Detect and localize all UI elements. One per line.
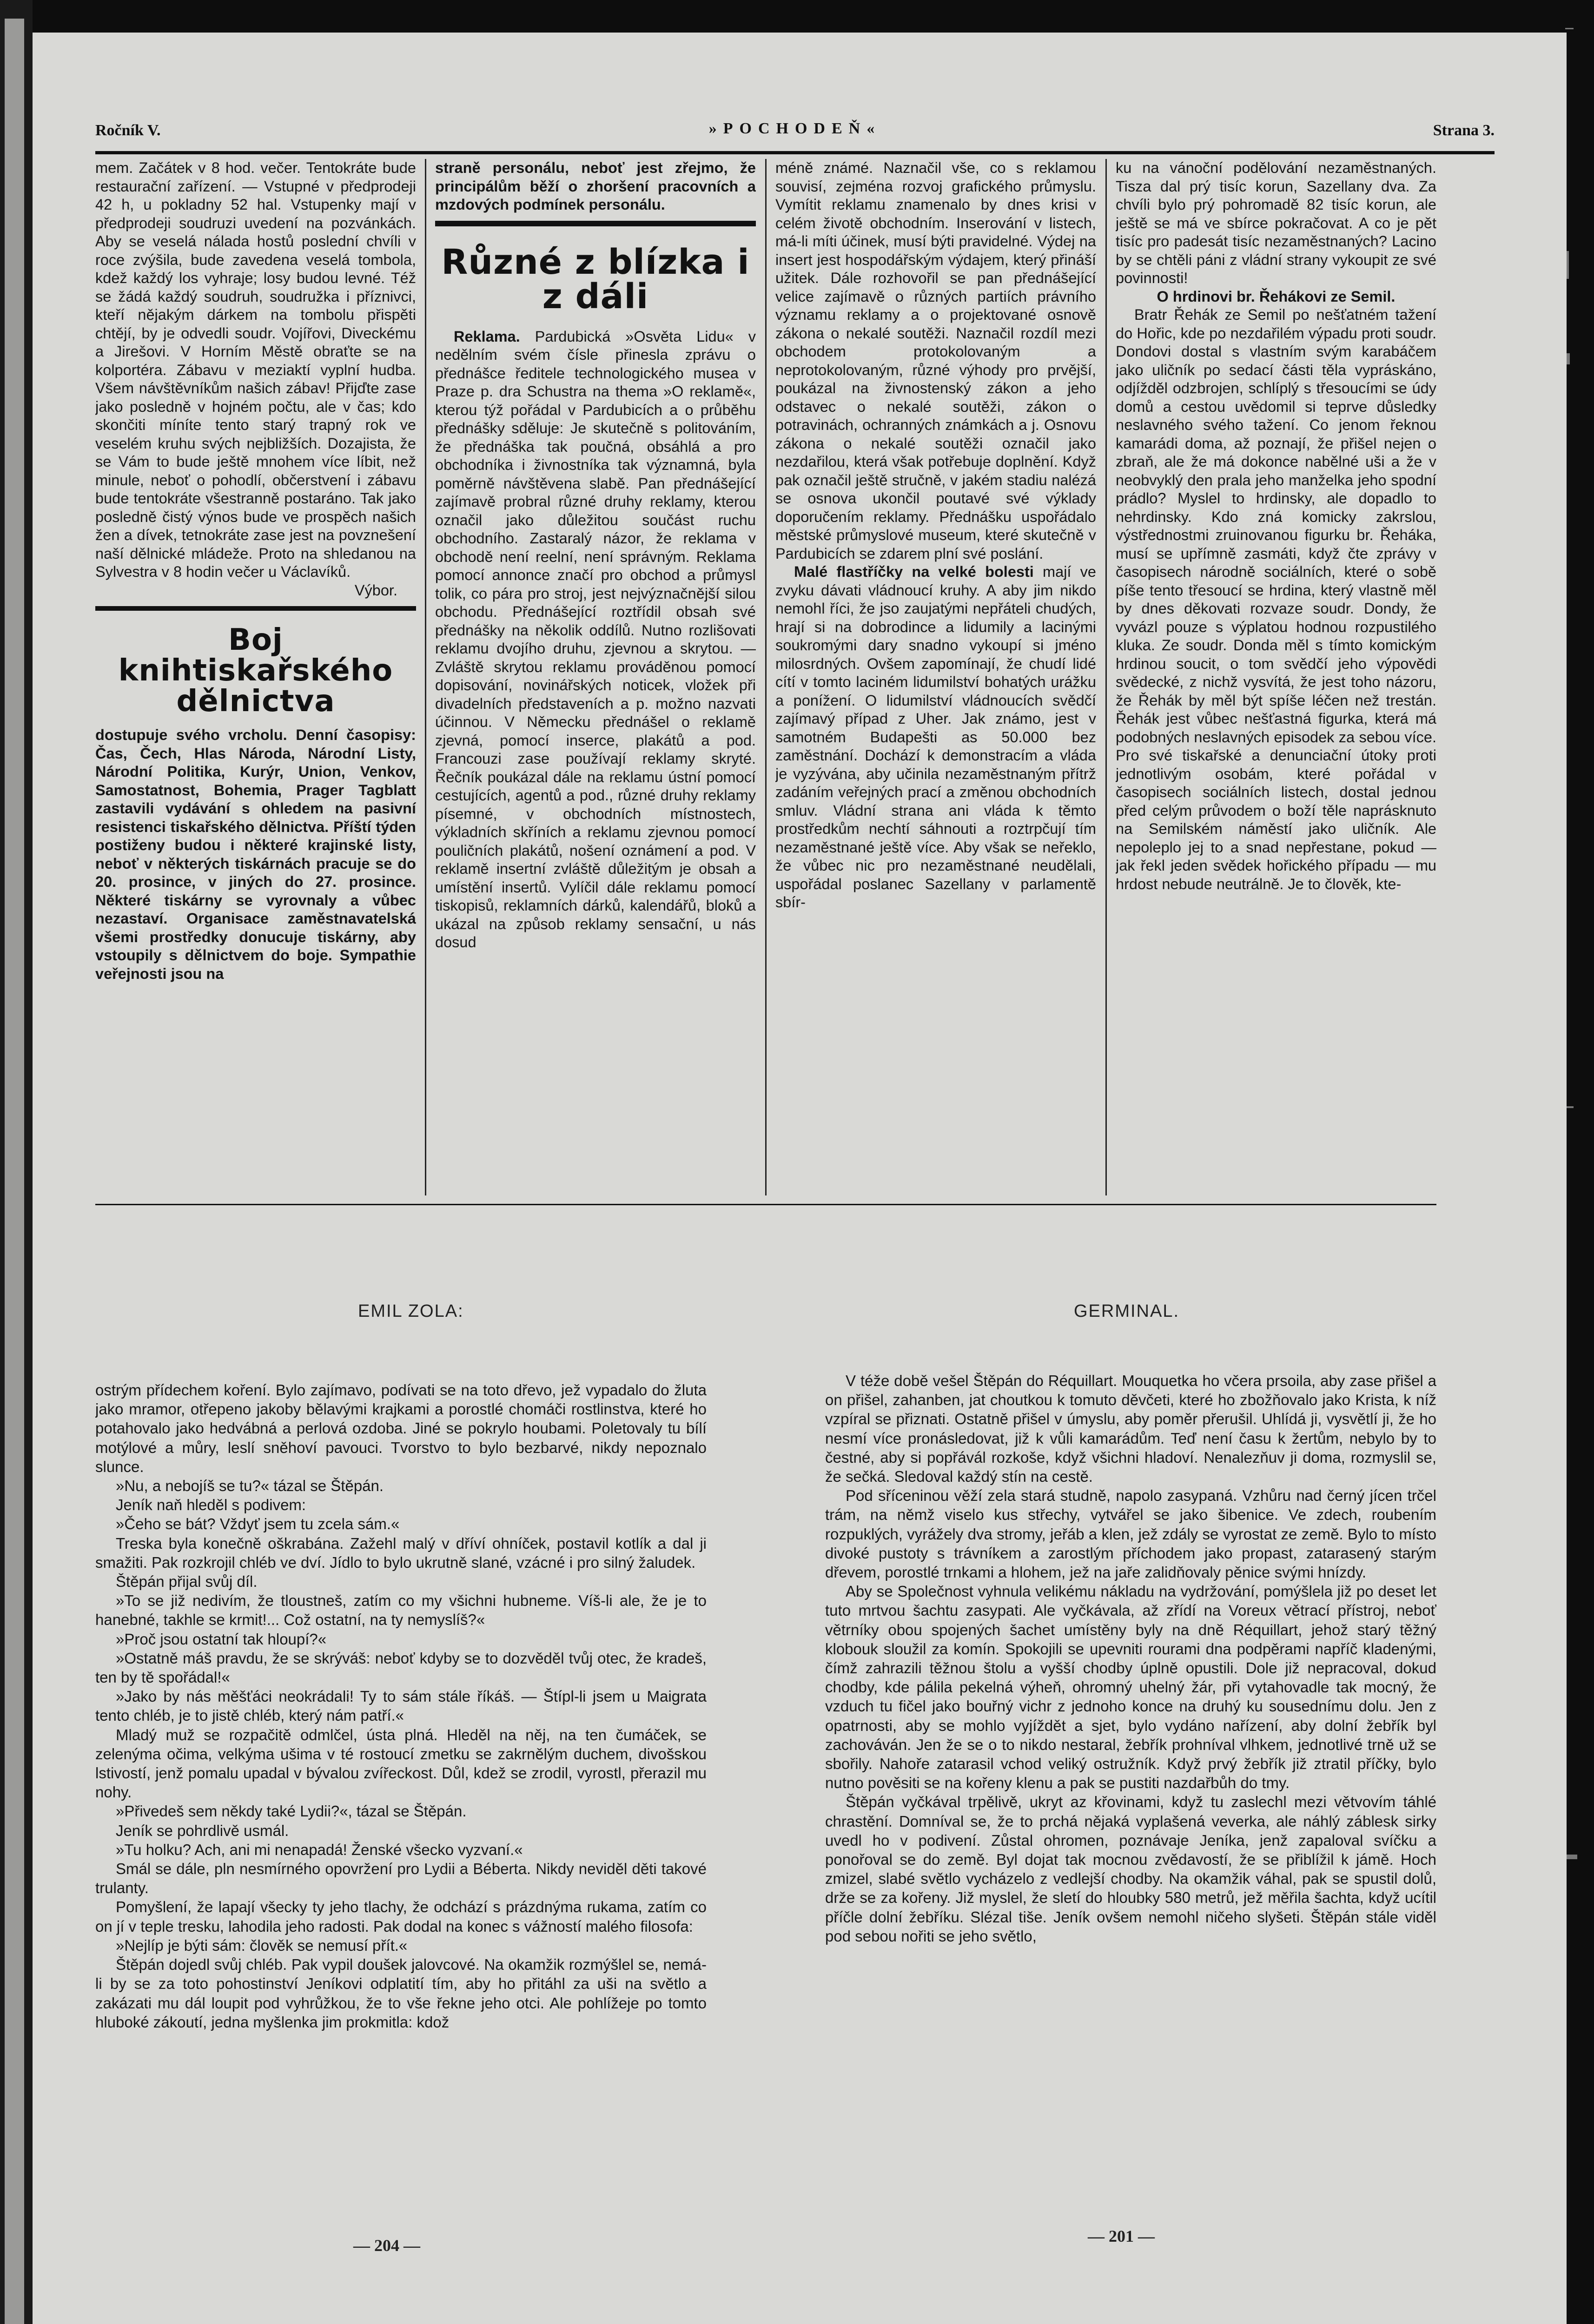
advertising-article: Pardubická »Osvěta Lidu« v nedělním svém čísle přinesla zprávu o přednášce ředitele technologického musea v Praze p. dra Schustra na thema »O reklamě«, kterou týž pořádal v Pardubicích a o průběhu přednášky sděluje: Je skutečně s politováním, že přednáška tak poučná, obsáhlá a pro obchodníka i živnostníka tak významná, byla poměrně návštěvena slabě. Pan přednášející zajímavě probral různé druhy reklamy, kterou označil jako důležitou součást ruchu obchodního. Zastaralý názor, že reklama v obchodě není reelní, není správným. Reklama pomocí annonce značí pro obchod a průmysl tolik, co pára pro stroj, jest nejvýznačnější silou obchodu. Přednášející roztřídil obsah své přednášky na několik oddílů. Nutno rozlišovati reklamu dvojího druhu, zjevnou a skrytou. — Zvláště skrytou reklamu prováděnou pomocí dopisování, novinářských noticek, vložek při divadelních představeních a p. možno nazvati účinnou. V Německu přednášel o reklamě zjevná, pomocí inserce, plakátů a pod. Francouzi zase používají reklamy skryté. Řečník poukázal dále na reklamu ústní pomocí cestujících, agentů a pod., různé druhy reklamy písemné, v obchodních místnostech, výkladních skříních a reklamu zjevnou pomocí pouličních plakátů, nošení oznámení a pod. V reklamě insertní zvláště důležitým je obsah a umístění insertů. Vylíčil dále reklamu pomocí tiskopisů, reklamních dárků, kalendářů, bloků a ukázal na způsob reklamy sensační, u nás dosud [435,328,756,951]
novel-paragraph: Jeník se pohrdlivě usmál. [116,1822,289,1839]
strike-article-end: straně personálu, neboť jest zřejmo, že principálům běží o zhoršení pracovních a mzdových podmínek personálu. [435,159,756,213]
charity-article: mají ve zvyku dávati vládnoucí kruhy. A aby jim nikdo nemohl říci, že jso zaujatými nepřáteli chudých, hrají si na dobrodince a lidumily a lacinými soukromými dary snadno vykoupí si jméno milosrdných. Ovšem zapomínají, že chudí lidé cítí v tomto laciném lidumilství bohatých urážku a ponížení. O lidumilství vládnoucích svědčí zajímavý případ z Uher. Jak známo, jest v samotném Budapešti as 50.000 bez zaměstnání. Dochází k demonstracím a vláda je vyzývána, aby učinila nezaměstnaným přítrž zadáním veřejných prací a změnou obchodních smluv. Vládní strana ani vláda k těmto prostředkům nechtí sáhnouti a roztrpčují tím nezaměstnané ještě více. Aby však se neřeklo, že vůbec nic pro nezaměstnané neudělali, uspořádal poslanec Sazellany v parlamentě sbír- [775,563,1096,911]
novel-paragraph: »Čeho se bát? Vždyť jsem tu zcela sám.« [116,1515,400,1533]
novel-paragraph: Jeník naň hleděl s podivem: [116,1496,306,1514]
volume-label: Ročník V. [95,122,161,139]
newspaper-page [33,33,1567,2324]
novel-paragraph: »Proč jsou ostatní tak hloupí?« [116,1630,327,1648]
ball-announcement: mem. Začátek v 8 hod. večer. Tentokráte bude restaurační zařízení. — Vstupné v předprodeji 42 h, u pokladny 52 hal. Vstupenky mají v předprodeji soudruzi uvedení na pozvánkách. Aby se veselá nálada hostů poslední chvíli v roce zvýšila, bude zavedena veselá tombola, kdež každý los vyhraje; losy budou levné. Též se žádá každý soudruh, soudružka i příznivci, kteří nějakým dárkem na tombolu přispěti chtějí, by je odvedli soudr. Vojířovi, Diveckému a Jirešovi. V Horním Městě obraťte se na kolportéra. Zábavu v meziaktí vyplní hudba. Všem návštěvníkům našich zábav! Přijďte zase jako posledně v hojném počtu, ale v čas; kdo skončiti míníte tento starý trapný rok ve veselém kruhu svých nejbližších. Dozajista, že se Vám to bude ještě mnohem více líbit, než minule, neboť o pohodlí, občerstvení i zábavu bude tentokráte všestranně postaráno. Tak jako posledně čistý výnos bude ve prospěch našich žen a dívek, tetnokráte zase jest na povznešení naší dělnické mládeže. Proto na shledanou na Sylvestra v 8 hodin večer u Václavíků. [95,159,416,580]
column-rule [1105,159,1107,1195]
novel-paragraph: Aby se Společnost vyhnula velikému nákladu na vydržování, pomýšlela již po deset let tuto mrtvou šachtu zasypati. Ale vyčkávala, až zřídí na Voreux větrací přístroj, neboť větrníky obou spojených šachet umístěny byly na dně Réquillart, jehož starý těžný klobouk sloužil za komín. Spokojili se upevniti rourami dna podpěrami napříč kladenými, čímž zahrazili těžnou štolu a vyšší chodby úplně opustili. Dole již nepracoval, dokud chodby, kde pálila pekelná výheň, ohromný uhelný žár, při vytahovadle tak mocný, že vzduch tu fičel jako bouřný vichr z jednoho konce na druhý ku sousednímu dolu. Jen z opatrnosti, aby se mohlo vyjíždět a sjet, bylo vydáno nařízení, aby dolní žebřík byl zachováván. Jen že se o to nikdo nestaral, žebřík prohníval vlhkem, jednotlivé trně už se sbořily. Nahoře zatarasil vchod veliký ostružník. Když prvý žebřík již ztratil příčky, bylo nutno pověsiti se na kořeny klenu a pak se pustiti nazdařbůh do tmy. [825,1583,1436,1792]
novel-paragraph: Štěpán přijal svůj díl. [116,1573,258,1591]
novel-paragraph: Štěpán vyčkával trpělivě, ukryt az křovinami, když tu zaslechl mezi větvovím táhlé chrastění. Domníval se, že to prchá nějaká vyplašená veverka, ale náhlý záblesk sirky uvedl ho v podivení. Zůstal ohromen, poznávaje Jeníka, jenž zapaloval svíčku a ponořoval se do země. Byl dojat tak mocnou zvědavostí, že se přiblížil k jámě. Hoch zmizel, slabé světlo vycházelo z vedlejší chodby. Na okamžik váhal, pak se spustil dolů, drže se za kořeny. Již myslel, že sletí do hloubky 580 metrů, jež měřila šachta, když ucítil příčle dolní žebříku. Slézal tiše. Jeník ovšem nemohl ničeho slyšeti. Štěpán stále viděl pod sebou nořiti se jeho světlo, [825,1793,1436,1945]
novel-page-left [95,1380,707,2324]
column-4 [1116,159,1436,1209]
novel-paragraph: Štěpán dojedl svůj chléb. Pak vypil doušek jalovcové. Na okamžik rozmýšlel se, nemá-li by se za toto pohostinství Jeníkovi odplatití tím, aby ho přitáhl za uši na světlo a zakázati mu dál loupit pod vyhrůžkou, že to vše řekne jeho otci. Ale pohlížeje po tomto hluboké zákoutí, jedna myšlenka jim prokmitla: kdož [95,1956,707,2031]
novel-page-right [825,1371,1436,2324]
article-heading-rehak: O hrdinovi br. Řehákovi ze Semil. [1157,288,1396,305]
rehak-article: Bratr Řehák ze Semil po nešťatném tažení do Hořic, kde po nezdařilém výpadu proti soudr. Dondovi dostal s vlastním svým karabáčem jako uličník po sedací části těla vypráskáno, odjížděl odzbrojen, schlíplý s třesoucími se údy domů a cestou uvědomil si teprve důsledky neslavného svého tažení. Co jenom řeknou kamarádi doma, až poznají, že přišel nejen o zbraň, ale že má dokonce nabělné uši a že v neobvyklý den prala jeho manželka jeho spodní prádlo? Myslel to hrdinsky, ale dopadlo to nehrdinsky. Kdo zná komicky zakrslou, výstřednostmi zruinovanou figurku br. Řeháka, musí se upřímně zasmáti, když čte zprávy v časopisech národně sociálních, které o sobě píše tento třesoucí se hrdina, který vlastně měl by dnes děkovati rozvaze soudr. Dondy, že vyvázl pouze s výplatou hodnou rozpustilého kluka. Ze soudr. Donda měl s tímto komickým hrdinou soucit, o tom svědčí jeho výpovědi svědecké, z nichž vysvítá, že jest toho názoru, že Řehák by měl být spíše léčen než trestán. Řehák jest vůbec nešťastná figurka, která má podobných neslavných episodek za sebou více. Pro své tiskařské a denunciační útoky proti jednotlivým osobám, které pořádal v časopisech sociálních listech, dostal jednou před celým průvodem o boží těle naprásknuto na Semilském náměstí jako uličník. Ale nepoleplo jej to a snad nepřestane, pokud — jak řekl jeden svědek hořického případu — mu hrdost nebude neutrálně. Je to člověk, kte- [1116,306,1436,892]
novel-paragraph: Mladý muž se rozpačitě odmlčel, ústa plná. Hleděl na něj, na ten čumáček, se zelenýma očima, velkýma ušima v té rostoucí zmetku se zakrnělým duchem, divošskou lstivostí, jenž pomalu upadal v bývalou zvířeckost. Důl, kdež se zrodil, vyrostl, přerazil mu nohy. [95,1726,707,1801]
runin-title: Reklama. [454,328,520,345]
novel-paragraph: »Ostatně máš pravdu, že se skrýváš: neboť kdyby se to dozvěděl tvůj otec, že kradeš, ten by tě spořádal!« [95,1649,707,1686]
runin-title: Malé flastříčky na velké bolesti [794,563,1034,580]
novel-paragraph: Smál se dále, pln nesmírného opovržení pro Lydii a Béberta. Nikdy neviděl děti takové trulanty. [95,1860,707,1897]
novel-paragraph: »Jako by nás měšťáci neokrádali! Ty to sám stále říkáš. — Štípl-li jsem u Maigrata tento chléb, je to jistě chléb, který nám patří.« [95,1688,707,1724]
novel-paragraph: Treska byla konečně oškrabána. Zažehl malý v dříví ohníček, postavil kotlík a dal ji smažiti. Pak rozkrojil chléb ve dví. Jídlo to bylo ukrutně slané, vzácné i pro silný žaludek. [95,1534,707,1571]
adjacent-page-strip [5,19,24,2324]
novel-paragraph: »Tu holku? Ach, ani mi nenapadá! Ženské všecko vyzvaní.« [116,1841,523,1858]
novel-paragraph: ostrým přídechem koření. Bylo zajímavo, podívati se na toto dřevo, jež vypadalo do žluta jako mramor, otřepeno jakoby bělavými krajkami a porostlé chomáči rostlinstva, které ho potahovalo jako hedvábná a perlová ozdoba. Jiné se pokrylo houbami. Poletovaly tu bílí motýlové a můry, leslí sněhoví pavouci. Tvorstvo to bylo bezbarvé, nikdy nepoznalo slunce. [95,1381,707,1475]
header-rule [95,151,1495,154]
section-heading-news: Různé z blízka i z dáli [441,242,750,317]
novel-paragraph: »Nu, a nebojíš se tu?« tázal se Štěpán. [116,1477,384,1495]
masthead-title: »POCHODEŇ« [708,120,881,137]
novel-paragraph: »Nejlíp je býti sám: člověk se nemusí přít.« [116,1936,408,1954]
novel-paragraph: V téže době vešel Štěpán do Réquillart. Mouquetka ho včera prsoila, aby zase přišel a on přišel, zahanben, jat choutkou k tomuto děvčeti, které ho zbožňovalo jako Krista, k níž vzpíral se přiznati. Ostatně přišel v úmyslu, aby poměr přerušil. Uhlídá ji, vysvětlí ji, že ho nesmí více pronásledovat, již k vůli kamarádům. Teď není času k žertům, nebylo by to čestné, aby si popřávál rozkoše, když všichni hladoví. Nenalezňuv ji doma, rozmyslil se, že sečká. Sledoval každý stín na cestě. [825,1372,1436,1486]
novel-paragraph: »Přivedeš sem někdy také Lydii?«, tázal se Štěpán. [116,1802,467,1820]
column-1 [95,159,416,1209]
novel-paragraph: Pod sříceninou věží zela stará studně, napolo zasypaná. Vzhůru nad černý jícen trčel trám, na němž viselo kus střechy, vytvářel se jako šibenice. Ve zdech, roubením rozpuklých, vyrážely dva stromy, jeřáb a klen, jež zdály se vyrostat ze země. Bylo to místo divoké pustoty s trávníkem a zarostlým příchodem jako propast, zatarasený starým dřevem, porostlé trnkami a hlohem, jež na jaře zalidňovaly pěnice svými hnízdy. [825,1487,1436,1581]
signature: Výbor. [354,581,397,599]
bottom-rule [95,1204,1436,1205]
page-number-left: — 204 — [353,2236,420,2255]
column-2 [435,159,756,1209]
section-divider [435,221,756,226]
advertising-article-cont: méně známé. Naznačil vše, co s reklamou souvisí, zejména rozvoj grafického průmyslu. Vymítit reklamu znamenalo by dnes krisi v celém životě obchodním. Inserování v listech, má-li míti účinek, musí býti pravidelné. Výdej na insert jest hospodářským výdajem, který přináší užitek. Dále rozhovořil se pan přednášející velice zajímavě o různých partiích právního významu reklamy a o projektované osnově zákona o nekalé soutěži. Naznačil rozdíl mezi obchodem protokolovaným a neprotokolovaným, různé výhody pro prvější, poukázal na živnostenský zákon a jeho odstavec o nekalé soutěži, zákon o potravinách, ochranných známkách a j. Osnovu zákona o nekalé soutěži označil jako nezdařilou, která však potřebuje doplnění. Když pak označil ještě stručně, v jakém stadiu nalézá se osnova ukončil poutavé své výklady doporučením reklamy. Přednášku uspořádalo městské průmyslové museum, které skutečně v Pardubicích se zdarem plní své poslání. [775,159,1096,562]
charity-article-cont: ku na vánoční podělování nezaměstnaných. Tisza dal prý tisíc korun, Sazellany dva. Za chvíli bylo prý pohromadě 82 tisíc korun, ale ještě se má ve sbírce pokračovat. A co je pět tisíc pro padesát tisíc nezaměstnaných? Lacino by se chtěli páni z vládní strany vykoupit ze své povinnosti! [1116,159,1436,286]
novel-paragraph: »To se již nedivím, že tloustneš, zatím co my všichni hubneme. Víš-li ale, že je to hanebné, takhle se krmit!... Což ostatní, na ty nemyslíš?« [95,1592,707,1629]
page-number-right: — 201 — [1088,2227,1155,2245]
novel-title: GERMINAL. [1074,1301,1180,1321]
strike-article-text: dostupuje svého vrcholu. Denní časopisy: Čas, Čech, Hlas Národa, Národní Listy, Národní Politika, Kurýr, Union, Venkov, Samostatnost, Bohemia, Prager Tagblatt zastavili vydávání s ohledem na pasivní resistenci tiskařského dělnictva. Příští týden postiženy budou i některé krajinské listy, neboť v některých tiskárnách pracuje se do 20. prosince, v jiných do 27. prosince. Některé tiskárny se vyrovnaly a vůbec nezastaví. Organisace zaměstnavatelská všemi prostředky donucuje tiskárny, aby vstoupily s dělnictvem do boje. Sympathie veřejnosti jsou na [95,726,416,982]
running-header [95,115,1495,148]
section-divider [95,606,416,611]
novel-author: EMIL ZOLA: [358,1301,464,1321]
article-heading-strike: Boj knihtiskařského dělnictva [118,623,393,719]
column-3 [775,159,1096,1209]
column-rule [765,159,767,1195]
column-rule [425,159,426,1195]
page-label: Strana 3. [1433,122,1495,139]
scan-left-edge [0,0,33,2324]
novel-paragraph: Pomyšlení, že lapají všecky ty jeho tlachy, že odchází s prázdnýma rukama, zatím co on jí v teple tresku, lahodila jeho radosti. Pak dodal na konec s vážností malého filosofa: [95,1898,707,1935]
